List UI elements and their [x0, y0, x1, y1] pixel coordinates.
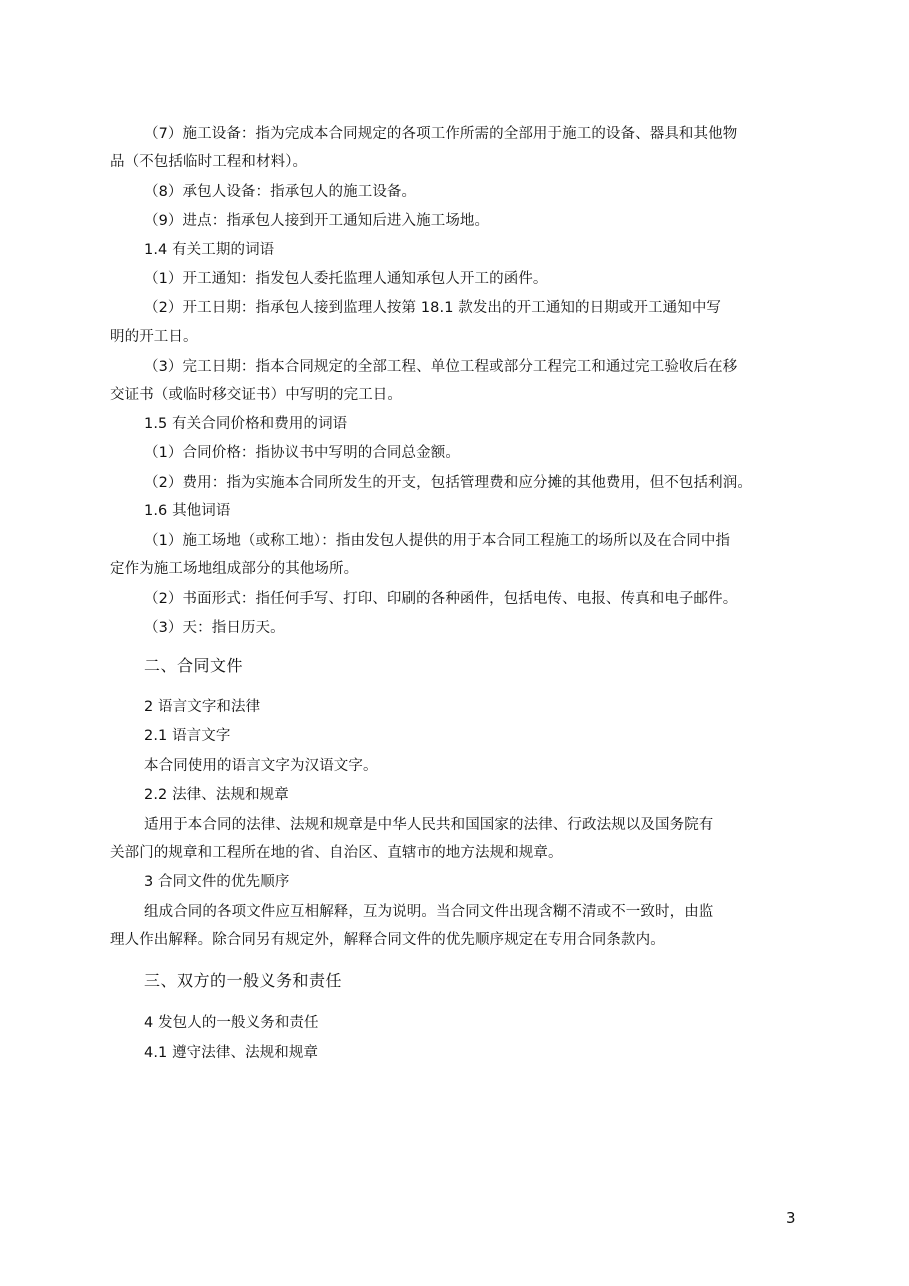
text-line: （7）施工设备：指为完成本合同规定的各项工作所需的全部用于施工的设备、器具和其他物 [144, 126, 738, 142]
text-line: （2）开工日期：指承包人接到监理人按第 18.1 款发出的开工通知的日期或开工通知中写 [144, 300, 722, 316]
text-line: （1）开工通知：指发包人委托监理人通知承包人开工的函件。 [144, 271, 548, 287]
text-line: 适用于本合同的法律、法规和规章是中华人民共和国国家的法律、行政法规以及国务院有 [144, 817, 714, 833]
chapter-heading: 三、双方的一般义务和责任 [144, 971, 343, 990]
text-line: 理人作出解释。除合同另有规定外，解释合同文件的优先顺序规定在专用合同条款内。 [110, 932, 665, 948]
section-heading: 1.5 有关合同价格和费用的词语 [144, 416, 348, 432]
section-heading: 3 合同文件的优先顺序 [144, 874, 290, 890]
text-line: （2）费用：指为实施本合同所发生的开支，包括管理费和应分摊的其他费用，但不包括利润。 [144, 475, 752, 491]
section-heading: 2.2 法律、法规和规章 [144, 787, 289, 803]
text-line: （3）天：指日历天。 [144, 620, 285, 636]
text-line: 交证书（或临时移交证书）中写明的完工日。 [110, 387, 402, 403]
text-line: （1）施工场地（或称工地）：指由发包人提供的用于本合同工程施工的场所以及在合同中指 [144, 533, 731, 549]
section-heading: 1.4 有关工期的词语 [144, 242, 275, 258]
text-line: （8）承包人设备：指承包人的施工设备。 [144, 184, 417, 200]
section-heading: 2 语言文字和法律 [144, 699, 261, 715]
text-line: （1）合同价格：指协议书中写明的合同总金额。 [144, 445, 460, 461]
text-line: 定作为施工场地组成部分的其他场所。 [110, 561, 359, 577]
section-heading: 4.1 遵守法律、法规和规章 [144, 1045, 319, 1061]
text-line: 本合同使用的语言文字为汉语文字。 [144, 758, 378, 774]
text-line: 明的开工日。 [110, 329, 198, 345]
text-line: 关部门的规章和工程所在地的省、自治区、直辖市的地方法规和规章。 [110, 845, 563, 861]
chapter-heading: 二、合同文件 [144, 656, 244, 675]
section-heading: 2.1 语言文字 [144, 728, 231, 744]
text-line: 组成合同的各项文件应互相解释，互为说明。当合同文件出现含糊不清或不一致时，由监 [144, 904, 714, 920]
section-heading: 1.6 其他词语 [144, 503, 231, 519]
text-line: （3）完工日期：指本合同规定的全部工程、单位工程或部分工程完工和通过完工验收后在移 [144, 359, 738, 375]
section-heading: 4 发包人的一般义务和责任 [144, 1015, 319, 1031]
text-line: （9）进点：指承包人接到开工通知后进入施工场地。 [144, 213, 490, 229]
page-number: 3 [786, 1209, 796, 1227]
text-line: （2）书面形式：指任何手写、打印、印刷的各种函件，包括电传、电报、传真和电子邮件。 [144, 591, 738, 607]
text-line: 品（不包括临时工程和材料）。 [110, 154, 308, 170]
